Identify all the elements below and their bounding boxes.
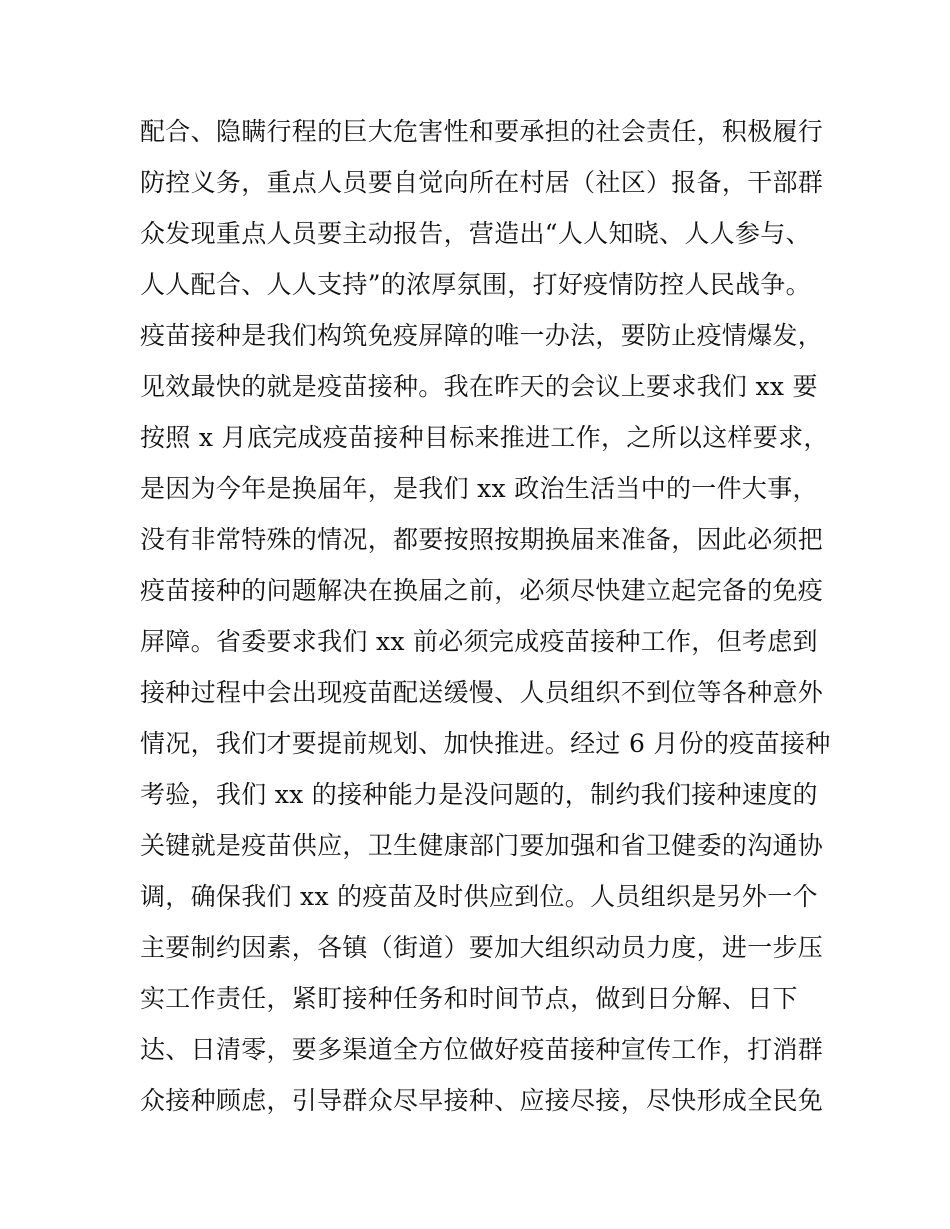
text-line-6: 见效最快的就是疫苗接种。我在昨天的会议上要求我们 xx 要 [140,372,818,401]
text-line-17: 主要制约因素，各镇（街道）要加大组织动员力度，进一步压 [140,933,824,962]
body-text [140,106,831,1126]
text-line-20: 众接种顾虑，引导群众尽早接种、应接尽接，尽快形成全民免 [140,1086,824,1115]
text-line-9: 没有非常特殊的情况，都要按照按期换届来准备，因此必须把 [140,525,824,554]
text-line-3: 众发现重点人员要主动报告，营造出“人人知晓、人人参与、 [140,219,811,248]
text-line-7: 按照 x 月底完成疫苗接种目标来推进工作，之所以这样要求， [140,423,829,452]
text-line-19: 达、日清零，要多渠道全方位做好疫苗接种宣传工作，打消群 [140,1035,824,1064]
text-line-13: 情况，我们才要提前规划、加快推进。经过 6 月份的疫苗接种 [140,729,831,758]
text-line-10: 疫苗接种的问题解决在换届之前，必须尽快建立起完备的免疫 [140,576,824,605]
text-line-11: 屏障。省委要求我们 xx 前必须完成疫苗接种工作，但考虑到 [140,627,818,656]
text-line-2: 防控义务，重点人员要自觉向所在村居（社区）报备，干部群 [140,168,824,197]
text-line-4: 人人配合、人人支持”的浓厚氛围，打好疫情防控人民战争。 [140,270,811,299]
text-line-16: 调，确保我们 xx 的疫苗及时供应到位。人员组织是另外一个 [140,882,818,911]
text-line-5: 疫苗接种是我们构筑免疫屏障的唯一办法，要防止疫情爆发， [140,321,824,350]
text-line-1: 配合、隐瞒行程的巨大危害性和要承担的社会责任，积极履行 [140,117,824,146]
text-line-14: 考验，我们 xx 的接种能力是没问题的，制约我们接种速度的 [140,780,818,809]
text-line-15: 关键就是疫苗供应，卫生健康部门要加强和省卫健委的沟通协 [140,831,824,860]
text-line-18: 实工作责任，紧盯接种任务和时间节点，做到日分解、日下 [140,984,798,1013]
text-line-8: 是因为今年是换届年，是我们 xx 政治生活当中的一件大事， [140,474,818,503]
text-line-12: 接种过程中会出现疫苗配送缓慢、人员组织不到位等各种意外 [140,678,824,707]
